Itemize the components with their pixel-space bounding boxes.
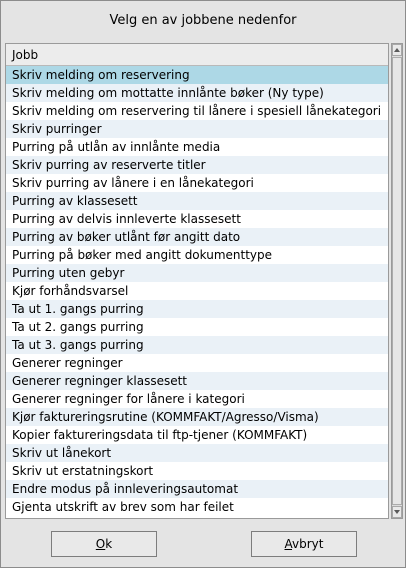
- list-item[interactable]: Kjør forhåndsvarsel: [6, 282, 388, 300]
- scroll-track[interactable]: [392, 57, 402, 505]
- list-item[interactable]: Endre modus på innleveringsautomat: [6, 480, 388, 498]
- list-item[interactable]: Skriv purring av reserverte titler: [6, 156, 388, 174]
- list-item[interactable]: Purring av klassesett: [6, 192, 388, 210]
- job-list[interactable]: [5, 43, 389, 519]
- list-item[interactable]: Generer regninger: [6, 354, 388, 372]
- column-header-jobb[interactable]: Jobb: [6, 44, 388, 66]
- list-item[interactable]: Purring av bøker utlånt før angitt dato: [6, 228, 388, 246]
- list-item[interactable]: Skriv ut erstatningskort: [6, 462, 388, 480]
- scroll-down-button[interactable]: [392, 506, 402, 518]
- list-item[interactable]: Gjenta utskrift av brev som har feilet: [6, 498, 388, 516]
- dialog-title: Velg en av jobbene nedenfor: [109, 13, 297, 28]
- list-item[interactable]: Generer regninger klassesett: [6, 372, 388, 390]
- list-item[interactable]: Skriv melding om reservering: [6, 66, 388, 84]
- list-item[interactable]: Purring uten gebyr: [6, 264, 388, 282]
- list-item[interactable]: Skriv purringer: [6, 120, 388, 138]
- list-item[interactable]: Purring av delvis innleverte klassesett: [6, 210, 388, 228]
- list-item[interactable]: Purring på bøker med angitt dokumenttype: [6, 246, 388, 264]
- list-item[interactable]: Purring på utlån av innlånte media: [6, 138, 388, 156]
- arrow-down-icon: [394, 510, 400, 514]
- ok-mnemonic: O: [95, 537, 106, 551]
- list-item[interactable]: Kopier faktureringsdata til ftp-tjener (KOMMFAKT): [6, 426, 388, 444]
- scroll-thumb[interactable]: [392, 57, 402, 505]
- arrow-up-icon: [394, 48, 400, 52]
- scroll-up-button[interactable]: [392, 44, 402, 56]
- ok-button[interactable]: [51, 531, 157, 557]
- cancel-mnemonic: A: [284, 537, 293, 551]
- list-item[interactable]: Skriv melding om reservering til lånere i spesiell lånekategori: [6, 102, 388, 120]
- cancel-label-rest: vbryt: [292, 537, 324, 551]
- ok-label-rest: k: [105, 537, 113, 551]
- list-item[interactable]: Ta ut 2. gangs purring: [6, 318, 388, 336]
- list-item[interactable]: Skriv melding om mottatte innlånte bøker (Ny type): [6, 84, 388, 102]
- list-item[interactable]: Kjør faktureringsrutine (KOMMFAKT/Agresso/Visma): [6, 408, 388, 426]
- cancel-button[interactable]: [251, 531, 357, 557]
- vertical-scrollbar[interactable]: [391, 43, 403, 519]
- list-item[interactable]: Generer regninger for lånere i kategori: [6, 390, 388, 408]
- list-item[interactable]: Ta ut 3. gangs purring: [6, 336, 388, 354]
- list-item[interactable]: Skriv ut lånekort: [6, 444, 388, 462]
- list-item[interactable]: Ta ut 1. gangs purring: [6, 300, 388, 318]
- job-list-rows: [6, 66, 388, 516]
- list-item[interactable]: Skriv purring av lånere i en lånekategori: [6, 174, 388, 192]
